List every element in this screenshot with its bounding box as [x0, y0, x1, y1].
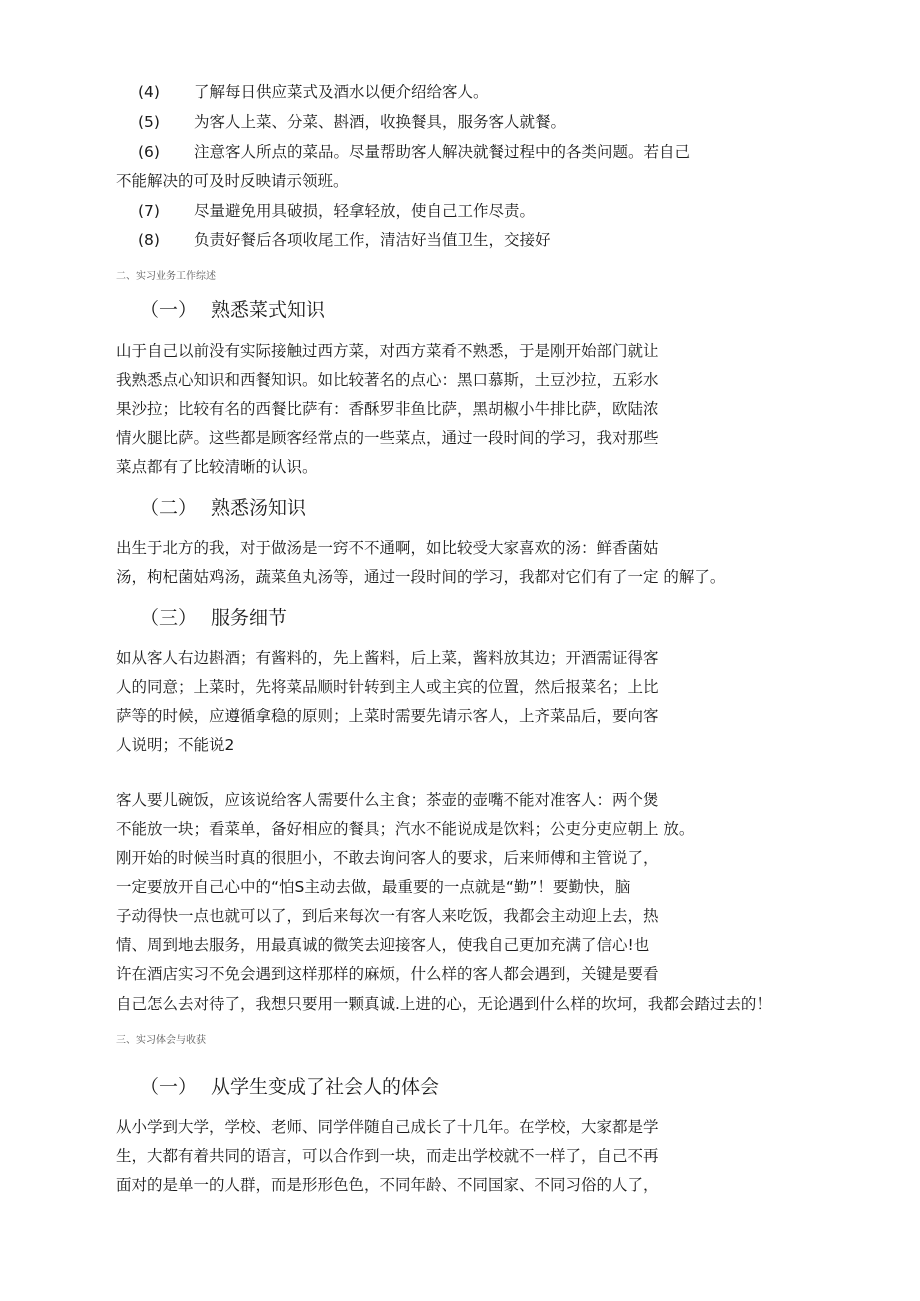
paragraph-line: 人的同意；上菜时，先将菜品顺时针转到主人或主宾的位置，然后报菜名；上比 — [116, 678, 659, 696]
paragraph-line: 如从客人右边斟酒；有酱料的，先上酱料，后上菜，酱料放其边；开酒需证得客 — [116, 649, 659, 667]
list-item-text: 负责好餐后各项收尾工作，清洁好当值卫生，交接好 — [194, 231, 551, 249]
paragraph-line: 果沙拉；比较有名的西餐比萨有：香酥罗非鱼比萨，黑胡椒小牛排比萨，欧陆浓 — [116, 400, 659, 418]
paragraph-line: 子动得快一点也就可以了，到后来每次一有客人来吃饭，我都会主动迎上去，热 — [116, 907, 659, 925]
subsection-title-text: 从学生变成了社会人的体会 — [211, 1076, 440, 1098]
paragraph-line: 一定要放开自己心中的“怕S主动去做，最重要的一点就是“勤”！要勤快，脑 — [116, 878, 631, 896]
section-heading: 三、实习体会与收获 — [116, 1035, 206, 1046]
list-item-text: 了解每日供应菜式及酒水以便介绍给客人。 — [194, 83, 489, 101]
subsection-label: （二） — [140, 497, 198, 519]
list-item-number: (6) — [138, 143, 160, 161]
paragraph-line: 许在酒店实习不免会遇到这样那样的麻烦，什么样的客人都会遇到，关键是要看 — [116, 965, 659, 983]
subsection-title — [140, 496, 306, 520]
paragraph-line: 客人要儿碗饭，应该说给客人需要什么主食；茶壶的壶嘴不能对准客人：两个煲 — [116, 791, 659, 809]
subsection-label: （三） — [140, 607, 198, 629]
paragraph-line: 菜点都有了比较清晰的认识。 — [116, 458, 318, 476]
list-item-number: (7) — [138, 202, 160, 220]
paragraph-line: 情、周到地去服务，用最真诚的微笑去迎接客人，使我自己更加充满了信心!也 — [116, 936, 650, 954]
paragraph-line: 情火腿比萨。这些都是顾客经常点的一些菜点，通过一段时间的学习，我对那些 — [116, 429, 659, 447]
list-item-number: (5) — [138, 113, 160, 131]
paragraph-line: 从小学到大学，学校、老师、同学伴随自己成长了十几年。在学校，大家都是学 — [116, 1118, 659, 1136]
paragraph-line: 山于自己以前没有实际接触过西方菜，对西方菜肴不熟悉，于是刚开始部门就让 — [116, 342, 659, 360]
paragraph-line: 不能放一块；看菜单，备好相应的餐具；汽水不能说成是饮料；公吏分吏应朝上 放。 — [116, 820, 695, 838]
subsection-title-text: 服务细节 — [211, 607, 288, 629]
subsection-title — [140, 606, 287, 630]
list-item-text: 尽量避免用具破损，轻拿轻放，使自己工作尽责。 — [194, 202, 536, 220]
paragraph-line: 萨等的时候，应遵循拿稳的原则；上菜时需要先请示客人，上齐菜品后，要向客 — [116, 707, 659, 725]
paragraph-line: 我熟悉点心知识和西餐知识。如比较著名的点心：黑口慕斯，土豆沙拉，五彩水 — [116, 371, 659, 389]
list-item-number: (4) — [138, 83, 160, 101]
list-item-text: 为客人上菜、分菜、斟酒，收换餐具，服务客人就餐。 — [194, 113, 567, 131]
subsection-title — [140, 298, 325, 322]
list-item-text: 注意客人所点的菜品。尽量帮助客人解决就餐过程中的各类问题。若自己 — [194, 143, 691, 161]
subsection-label: （一） — [140, 299, 198, 321]
paragraph-line: 出生于北方的我，对于做汤是一窍不不通啊，如比较受大家喜欢的汤：鲜香菌姑 — [116, 539, 659, 557]
paragraph-line: 刚开始的时候当时真的很胆小，不敢去询问客人的要求，后来师傅和主管说了， — [116, 849, 659, 867]
paragraph-line: 人说明；不能说2 — [116, 736, 235, 754]
subsection-title-text: 熟悉汤知识 — [211, 497, 307, 519]
subsection-label: （一） — [140, 1076, 198, 1098]
list-item-number: (8) — [138, 231, 160, 249]
paragraph-line: 面对的是单一的人群，而是形形色色，不同年龄、不同国家、不同习俗的人了， — [116, 1176, 659, 1194]
section-heading: 二、实习业务工作综述 — [116, 271, 216, 282]
paragraph-line: 汤，枸杞菌姑鸡汤，蔬菜鱼丸汤等，通过一段时间的学习，我都对它们有了一定 的解了。 — [116, 568, 726, 586]
paragraph-line: 生，大都有着共同的语言，可以合作到一块，而走出学校就不一样了，自己不再 — [116, 1147, 659, 1165]
subsection-title — [140, 1075, 439, 1099]
paragraph-line: 自己怎么去对待了，我想只要用一颗真诚.上进的心，无论遇到什么样的坎坷，我都会踏过去的！ — [116, 995, 772, 1013]
subsection-title-text: 熟悉菜式知识 — [211, 299, 326, 321]
list-item-continuation: 不能解决的可及时反映请示领班。 — [116, 172, 349, 190]
